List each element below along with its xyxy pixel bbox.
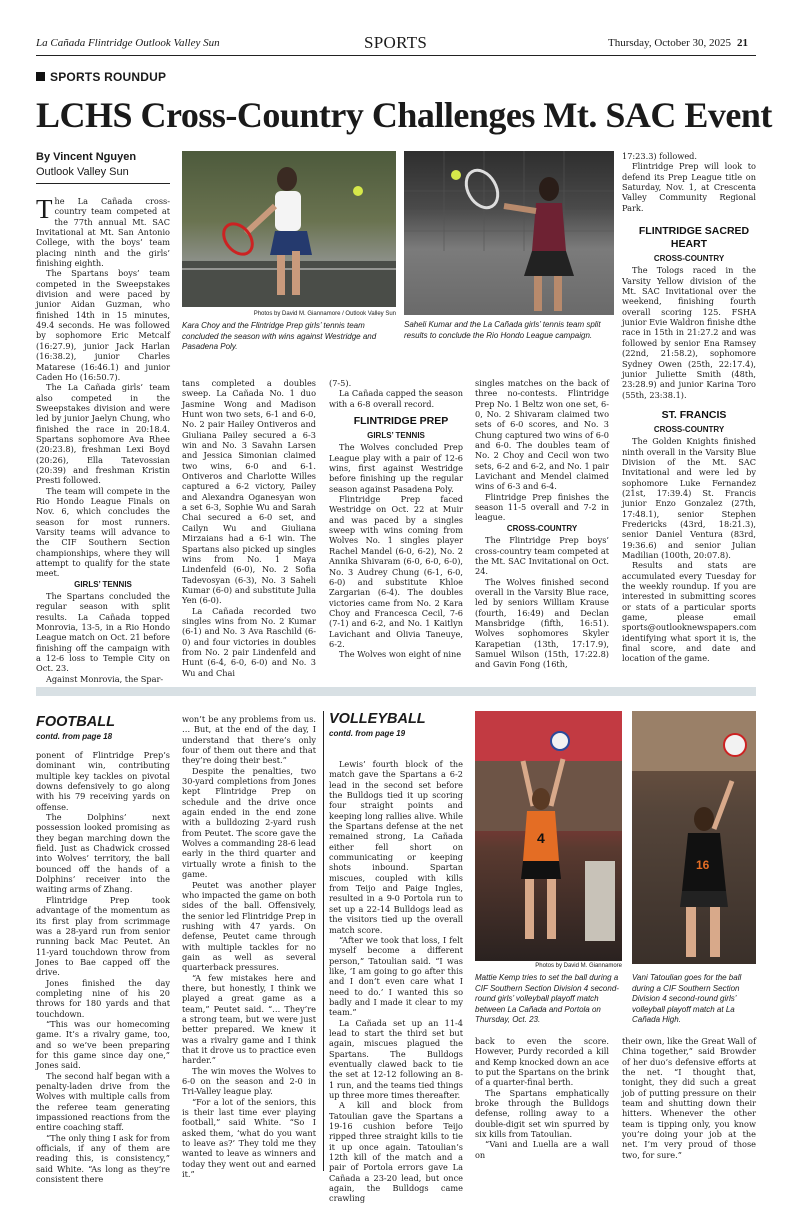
- paragraph: “After we took that loss, I felt myself become a different person,” Tatoulian said. “I was like, ‘I am going to go after this and I don’t even care what I need to do.’ I wanted this so badly and I made it clear to my team.”: [329, 934, 463, 1018]
- section-heading: FLINTRIDGE SACRED HEART: [638, 225, 750, 251]
- paragraph: The Wolves finished second overall in the Varsity Blue race, led by seniors William Krause (fourth, 16:49) and Declan Mansbridge (fifth, 16:51). Wolves sophomores Skyler Karapetian (13th, 17:17.9), Samuel Wilson (15th, 17:22.8) and Gavin Fong (16th,: [475, 576, 609, 670]
- paragraph: Flintridge Prep finishes the season 11-5 overall and 7-2 in league.: [475, 491, 609, 523]
- paragraph: Flintridge Prep faced Westridge on Oct. 22 at Muir and was paced by a singles sweep with wins coming from Wolves No. 1 singles player Rachel Mandel (6-0, 6-2), No. 2 Annika Shivaram (6-0, 6-0, 6-0), No. 3 Audrey Chung (6-1, 6-0, 6-0) and substitute Khloe Zargarian (6-4). The doubles victories came from No. 2 Kara Choy and Francesca Cecil, 7-6 (7-1) and 6-2, and No. 1 Kaitlyn Lavichant and Olivia Taneuye, 6-2.: [329, 494, 463, 649]
- section-divider-band: [36, 687, 756, 696]
- paragraph: Jones finished the day completing nine of his 20 throws for 180 yards and that touchdown.: [36, 977, 170, 1019]
- publication-name: La Cañada Flintridge Outlook Valley Sun: [36, 37, 220, 49]
- photo-caption-2: Saheli Kumar and the La Cañada girls’ tennis team split results to conclude the Rio Hondo League campaign.: [404, 320, 601, 340]
- volleyball-player-illustration-2: [632, 711, 756, 964]
- paragraph: La Cañada recorded two singles wins from No. 2 Kumar (6-1) and No. 3 Ava Raschild (6-0) and four victories in doubles from No. 2 pair Lindenfeld and Hunt (6-4, 6-0, 6-0) and No. 3 Wu and Chai: [182, 605, 316, 678]
- issue-date: [608, 37, 748, 49]
- column-rule: [323, 711, 324, 1171]
- volleyball-column-2: [475, 1036, 609, 1176]
- section-heading: ST. FRANCIS: [661, 408, 727, 421]
- paragraph: singles matches on the back of three no-contests. Flintridge Prep No. 1 Beltz won one set, 6-0, No. 2 Shivaram claimed two sets of 6-0 scores, and No. 3 Chung captured two wins of 6-0 and 6-0. The doubles team of No. 2 Choy and Cecil won two sets, 6-2 and 6-2, and No. 1 pair Lavichant and Mendel claimed wins of 6-3 and 6-4.: [475, 378, 609, 492]
- tennis-player-illustration: [182, 151, 396, 307]
- paragraph: Flintridge Prep took advantage of the momentum as its first play from scrimmage was a 28-yard run from senior running back Mac Peutet. An 11-yard touchdown throw from Jones to Bae capped off the drive.: [36, 894, 170, 978]
- football-continued: contd. from page 18: [36, 732, 113, 741]
- paragraph: La Cañada capped the season with a 6-8 overall record.: [329, 388, 463, 409]
- football-column-1: [36, 750, 170, 1185]
- lead-paragraph: [36, 196, 170, 268]
- paragraph: their own, like the Great Wall of China together,” said Browder of her duo’s defensive efforts at the net. “I thought that, tonight, they did such a great job of putting pressure on their team and shutting down their hitters. Whenever the other team is tipping only, you know you’re doing your job at the net. I’m very proud of those two, for sure.”: [622, 1036, 756, 1160]
- tennis-photo-kara-choy: [182, 151, 396, 307]
- paragraph: Results and stats are accumulated every Tuesday for the weekly roundup. If you are interested in submitting scores or stats of a particular sports game, please email sports@outlooknewspapers.com identifying what sport it is, the final score, and date and location of the game.: [622, 560, 757, 664]
- paragraph: Lewis’ fourth block of the match gave the Spartans a 6-2 lead in the second set before the Bulldogs tied it up scoring four straight points and keeping long rallies alive. While the Spartans defense at the net remained strong, La Cañada either fell short on communicating or keeping shots inbound. Spartan miscues, coupled with kills from Teijo and Paige Ingles, resulted in a 9-0 Portola run to set up a 22-14 Bulldogs lead as the visitors tied up the overall match score.: [329, 759, 463, 935]
- paragraph: The Spartans boys’ team competed in the Sweepstakes division and were paced by junior Aidan Guzman, who finished 14th in 15 minutes, 49.4 seconds. He was followed by sophomore Eric Metcalf (16:27.9), junior Jack Harlan (16:38.2), junior Charles Matarese (16:46.1) and junior Caden Ho (16:50.7).: [36, 268, 170, 382]
- headline: LCHS Cross-Country Challenges Mt. SAC Event: [36, 95, 772, 135]
- paragraph: The Spartans emphatically broke through the Bulldogs defense, rolling away to a double-digit set win spurred by six kills from Tatoulian.: [475, 1087, 609, 1140]
- volleyball-column-3: [622, 1036, 756, 1176]
- paragraph: “The only thing I ask for from officials, if any of them are reading this, is consistency,” said White. “As long as they’re consistent there: [36, 1132, 170, 1185]
- tennis-player-illustration-2: [404, 151, 614, 315]
- story-column-4: [475, 378, 609, 678]
- lead-text: he La Cañada cross-country team competed at the 77th annual Mt. SAC Invitational at Mt. San Antonio College, with the boys’ team placing ninth and the girls’ finishing eighth.: [36, 196, 170, 269]
- tennis-ball-icon: [353, 186, 363, 196]
- football-column-2: [182, 714, 316, 1180]
- byline-rule: [36, 183, 170, 184]
- paragraph: The Wolves concluded Prep League play with a pair of 12-6 wins, first against Westridge before finishing up the regular season against Pasadena Poly.: [329, 442, 463, 494]
- photo-caption-4: Vani Tatoulian goes for the ball during a CIF Southern Section Division 4 second-round girls’ volleyball playoff match at La Cañada High.: [632, 973, 742, 1025]
- volleyball-heading: VOLLEYBALL: [329, 711, 426, 727]
- paragraph: “A few mistakes here and there, but honestly, I think we played a great game as a team,” Peutet said. “… They’re a strong team, but we were just better prepared. We knew it was a rivalry game and I think that it drove us to practice even harder.”: [182, 972, 316, 1066]
- section-name: SPORTS: [364, 33, 428, 52]
- photo-caption-1: Kara Choy and the Flintridge Prep girls’ tennis team concluded the season with wins against Westridge and Pasadena Poly.: [182, 321, 377, 352]
- volleyball-icon: [724, 734, 746, 756]
- section-kicker: [36, 70, 166, 84]
- paragraph: back to even the score. However, Purdy recorded a kill and Kemp knocked down an ace to put the Spartans on the brink of a quarter-final berth.: [475, 1036, 609, 1088]
- byline-org: Outlook Valley Sun: [36, 166, 129, 178]
- volleyball-photo-mattie-kemp: [475, 711, 622, 961]
- paragraph: Peutet was another player who impacted the game on both sides of the ball. Offensively, the senior led Flintridge Prep in rushing with 47 yards. On defense, Peutet came through with multiple tackles for no gain as well as several quarterback pressures.: [182, 879, 316, 973]
- paragraph: “This was our homecoming game. It’s a rivalry game, too, and so we’ve been preparing for this game since day one,” Jones said.: [36, 1018, 170, 1071]
- square-bullet-icon: [36, 72, 45, 81]
- header-rule: [36, 55, 756, 56]
- paragraph: tans completed a doubles sweep. La Cañada No. 1 duo Jasmine Wong and Madison Hunt won two sets, 6-1 and 6-0, No. 2 pair Hailey Ontiveros and Giuliana Pailey secured a 6-3 win and No. 3 Savahn Larsen and Jessica Simonian claimed two wins, 6-0 and 6-1. Ontiveros and Charlotte Willes captured a 6-2 victory, Pailey and Alexandra Oganesyan won a set 6-3, Sophie Wu and Sarah Chai secured a 6-0 set, and Cailyn Wu and Giuliana Mirzaians had a 6-1 win. The Spartans also picked up singles wins from No. 1 Maya Lindenfeld (6-0), No. 2 Sofia Tadevosyan (6-3), No. 3 Saheli Kumar (6-0) and substitute Julia Yen (6-0).: [182, 378, 316, 606]
- paragraph: The La Cañada girls’ team also competed in the Sweepstakes division and were led by junior Jaelyn Chung, who finished the race in 20:18.4. Spartans sophomore Ava Rhee (20:23.8), freshman Lexi Boyd (20:26), Ella Tatevossian (20:39) and freshman Kristin Presti followed.: [36, 382, 170, 486]
- paragraph: “For a lot of the seniors, this is their last time ever playing football,” said White. “So I asked them, ‘what do you want to leave as?’ They told me they wanted to leave as winners and today they went out and earned it.”: [182, 1096, 316, 1180]
- paragraph: Flintridge Prep will look to defend its Prep League title on Saturday, Nov. 1, at Crescenta Valley Community Regional Park.: [622, 161, 756, 213]
- paragraph: The Flintridge Prep boys’ cross-country team competed at the Mt. SAC Invitational on Oct. 24.: [475, 535, 609, 577]
- paragraph: won’t be any problems from us. … But, at the end of the day, I understand that there’s only four of them out there and that they’re doing their best.”: [182, 714, 316, 766]
- photo-caption-3: Mattie Kemp tries to set the ball during a CIF Southern Section Division 4 second-round girls’ volleyball playoff match between La Cañada and Portola on Thursday, Oct. 23.: [475, 973, 619, 1025]
- paragraph: Despite the penalties, two 30-yard completions from Jones kept Flintridge Prep on schedule and the drive once again ended in the end zone with a bulldozing 2-yard rush from Peutet. The score gave the Wolves a commanding 28-6 lead early in the third quarter and virtually wrote a finish to the game.: [182, 765, 316, 880]
- paragraph: La Cañada set up an 11-4 lead to start the third set but again, miscues plagued the Spartans. The Bulldogs eventually clawed back to tie the set at 12-12 following an 8-1 run, and the teams tied things up three more times thereafter.: [329, 1017, 463, 1100]
- paragraph: “Vani and Luella are a wall on: [475, 1139, 609, 1160]
- paragraph: The Wolves won eight of nine: [339, 649, 462, 660]
- subhead: GIRLS’ TENNIS: [74, 579, 132, 589]
- jersey-number: 16: [696, 858, 710, 872]
- date-text: Thursday, October 30, 2025: [608, 37, 732, 49]
- paragraph: (7-5).: [329, 378, 352, 388]
- volleyball-player-illustration: [475, 711, 622, 961]
- jersey-number: 4: [537, 830, 545, 846]
- kicker-text: SPORTS ROUNDUP: [50, 70, 167, 84]
- story-column-5: [622, 151, 756, 678]
- football-heading: FOOTBALL: [36, 714, 115, 730]
- paragraph: The Golden Knights finished ninth overall in the Varsity Blue Division of the Mt. SAC Invitational and were led by sophomore Luke Fernandez (21st, 17:39.4) St. Francis junior Enzo Gonzalez (27th, 17:48.1), senior Stephen Fredericks (43rd, 18:21.3), senior Daniel Ventura (83rd, 19:36.6) and senior Julian Madilian (100th, 20:07.8).: [622, 436, 756, 560]
- drop-cap: T: [36, 194, 53, 224]
- tennis-photo-saheli-kumar: [404, 151, 614, 315]
- paragraph: ponent of Flintridge Prep’s dominant win, contributing multiple key tackles on pivotal downs defensively to go along with his 79 receiving yards on offense.: [36, 750, 170, 812]
- paragraph: The Dolphins’ next possession looked promising as they began marching down the field. Just as Chadwick crossed into Wolves’ territory, the ball bounced off the hands of a Dolphins’ receiver into the waiting arms of Zhang.: [36, 812, 170, 895]
- paragraph: 17:23.3) followed.: [622, 151, 698, 161]
- section-heading: FLINTRIDGE PREP: [353, 415, 449, 428]
- volleyball-column-1: [329, 759, 463, 1204]
- paragraph: A kill and block from Tatoulian gave the Spartans a 19-16 cushion before Teijo ripped three straight kills to tie it up once again. Tatoulian’s 12th kill of the match and a pair of Portola errors gave La Cañada a 23-20 lead, but once again, the Bulldogs came crawling: [329, 1100, 463, 1204]
- volleyball-photo-vani-tatoulian: [632, 711, 756, 964]
- page-number: 21: [737, 37, 749, 49]
- subhead: CROSS-COUNTRY: [653, 424, 725, 434]
- paragraph: The Spartans concluded the regular season with split results. La Cañada topped Monrovia, 13-5, in a Rio Hondo League match on Oct. 21 before finishing off the campaign with a 12-6 loss to Temple City on Oct. 23.: [36, 591, 170, 674]
- paragraph: The Tologs raced in the Varsity Yellow division of the Mt. SAC Invitational over the weekend, finishing fourth overall scoring 125. FSHA junior Evie Waldron finishe dthe race in 15th in 21:27.2 and was followed by senior Ena Ramsey (22nd, 21:58.2), sophomore Sydney Owen (25th, 22:17.4), junior Juliette Smith (48th, 23:28.9) and junior Karina Toro (55th, 23:38.1).: [622, 265, 756, 400]
- volleyball-continued: contd. from page 19: [329, 729, 406, 738]
- subhead: CROSS-COUNTRY: [506, 523, 578, 533]
- story-column-2: [182, 378, 316, 678]
- story-column-1: [36, 194, 170, 684]
- paragraph: The win moves the Wolves to 6-0 on the season and 2-0 in Tri-Valley league play.: [182, 1065, 316, 1097]
- story-column-3: [329, 378, 463, 678]
- paragraph: Against Monrovia, the Spar-: [46, 673, 164, 684]
- tennis-ball-icon: [451, 170, 461, 180]
- subhead: CROSS-COUNTRY: [653, 254, 725, 264]
- photo-credit: Photos by David M. Giannamore / Outlook Valley Sun: [253, 311, 396, 317]
- subhead: GIRLS’ TENNIS: [367, 431, 425, 441]
- volleyball-icon: [551, 732, 569, 750]
- paragraph: The team will compete in the Rio Hondo League Finals on Nov. 6, which concludes the season for most runners. Varsity teams will advance to the CIF Southern Section championships, where they will attempt to qualify for the state meet.: [36, 485, 170, 579]
- photo-credit-vb: Photos by David M. Giannamore: [535, 963, 622, 969]
- byline: By Vincent Nguyen: [36, 151, 137, 163]
- paragraph: The second half began with a penalty-laden drive from the Wolves with multiple calls from the referee team generating impassioned reactions from the entire coaching staff.: [36, 1070, 170, 1133]
